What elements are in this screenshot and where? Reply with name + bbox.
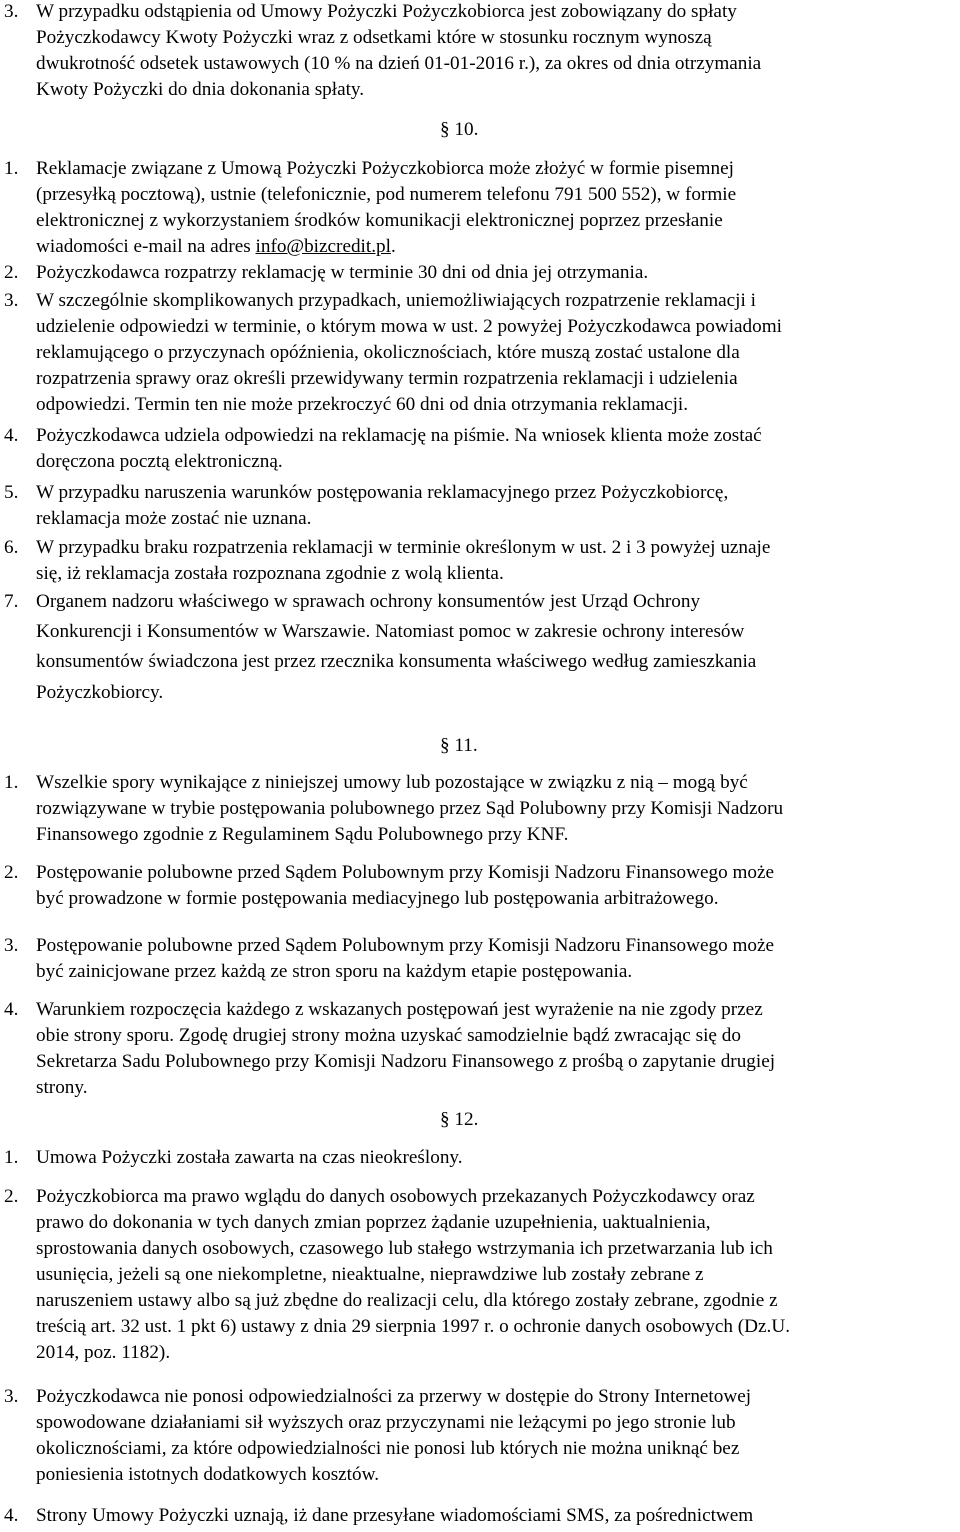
text-line: Warunkiem rozpoczęcia każdego z wskazanych postępowań jest wyrażenie na nie zgody przez (36, 999, 763, 1020)
text-line: odpowiedzi. Termin ten nie może przekroczyć 60 dni od dnia otrzymania reklamacji. (36, 394, 689, 415)
text-line: reklamacja może zostać nie uznana. (36, 508, 312, 529)
item-number: 1. (4, 772, 19, 793)
text-line: Pożyczkodawca nie ponosi odpowiedzialności za przerwy w dostępie do Strony Internetowej (36, 1386, 752, 1407)
text-line: Pożyczkodawcy Kwoty Pożyczki wraz z odsetkami które w stosunku rocznym wynoszą (36, 27, 712, 48)
text-line: Postępowanie polubowne przed Sądem Polubownym przy Komisji Nadzoru Finansowego może (36, 935, 775, 956)
text-line: się, iż reklamacja została rozpoznana zgodnie z wolą klienta. (36, 563, 504, 584)
text-line: (przesyłką pocztową), ustnie (telefonicznie, pod numerem telefonu 791 500 552), w formie (36, 184, 737, 205)
item-number: 2. (4, 862, 19, 883)
text-line: okolicznościami, za które odpowiedzialności nie ponosi lub których nie można uniknąć bez (36, 1438, 740, 1459)
item-number: 4. (4, 425, 19, 446)
text-line: Postępowanie polubowne przed Sądem Polubownym przy Komisji Nadzoru Finansowego może (36, 862, 775, 883)
text-line: Wszelkie spory wynikające z niniejszej umowy lub pozostające w związku z nią – mogą być (36, 772, 748, 793)
text-line: Umowa Pożyczki została zawarta na czas nieokreślony. (36, 1147, 463, 1168)
text-line: W szczególnie skomplikowanych przypadkach, uniemożliwiających rozpatrzenie reklamacji i (36, 290, 756, 311)
item-number: 7. (4, 591, 19, 612)
item-number: 5. (4, 482, 19, 503)
text-line (36, 235, 396, 258)
item-number: 2. (4, 262, 19, 283)
text-line: konsumentów świadczona jest przez rzecznika konsumenta właściwego według zamieszkania (36, 651, 757, 672)
text-line: prawo do dokonania w tych danych zmian poprzez żądanie uzupełnienia, uaktualnienia, (36, 1212, 711, 1233)
text-line: reklamującego o przyczynach opóźnienia, okolicznościach, które muszą zostać ustalone dla (36, 342, 740, 363)
text-line: doręczona pocztą elektroniczną. (36, 451, 283, 472)
text-line: być prowadzone w formie postępowania mediacyjnego lub postępowania arbitrażowego. (36, 888, 719, 909)
text-line: W przypadku naruszenia warunków postępowania reklamacyjnego przez Pożyczkobiorcę, (36, 482, 729, 503)
item-number: 2. (4, 1186, 19, 1207)
item-number: 4. (4, 1505, 19, 1526)
text-line: Kwoty Pożyczki do dnia dokonania spłaty. (36, 79, 365, 100)
section-heading-10: § 10. (440, 119, 479, 140)
text-line-prefix: wiadomości e-mail na adres (36, 236, 256, 257)
text-line: sprostowania danych osobowych, czasowego lub stałego wstrzymania ich przetwarzania lub ich (36, 1238, 773, 1259)
text-line: obie strony sporu. Zgodę drugiej strony można uzyskać samodzielnie bądź zwracając się do (36, 1025, 741, 1046)
text-line: być zainicjowane przez każdą ze stron sporu na każdym etapie postępowania. (36, 961, 633, 982)
section-heading-11: § 11. (440, 735, 478, 756)
item-number: 3. (4, 935, 19, 956)
text-line: treścią art. 32 ust. 1 pkt 6) ustawy z dnia 29 sierpnia 1997 r. o ochronie danych osobowych (Dz.U. (36, 1316, 790, 1337)
item-number: 4. (4, 999, 19, 1020)
item-number: 3. (4, 1386, 19, 1407)
text-line: Strony Umowy Pożyczki uznają, iż dane przesyłane wiadomościami SMS, za pośrednictwem (36, 1505, 754, 1526)
text-line: Pożyczkodawca rozpatrzy reklamację w terminie 30 dni od dnia jej otrzymania. (36, 262, 649, 283)
text-line: W przypadku odstąpienia od Umowy Pożyczki Pożyczkobiorca jest zobowiązany do spłaty (36, 1, 737, 22)
item-number: 3. (4, 290, 19, 311)
text-line: Finansowego zgodnie z Regulaminem Sądu Polubownego przy KNF. (36, 824, 569, 845)
text-line: rozpatrzenia sprawy oraz określi przewidywany termin rozpatrzenia reklamacji i udzielenia (36, 368, 738, 389)
item-number: 3. (4, 1, 19, 22)
text-line: elektronicznej z wykorzystaniem środków komunikacji elektronicznej poprzez przesłanie (36, 210, 723, 231)
email-link[interactable]: info@bizcredit.pl (255, 236, 391, 257)
text-line: udzielenie odpowiedzi w terminie, o którym mowa w ust. 2 powyżej Pożyczkodawca powiadomi (36, 316, 782, 337)
text-line: spowodowane działaniami sił wyższych oraz przyczynami nie leżącymi po jego stronie lub (36, 1412, 736, 1433)
text-line: Organem nadzoru właściwego w sprawach ochrony konsumentów jest Urząd Ochrony (36, 591, 701, 612)
text-line: Konkurencji i Konsumentów w Warszawie. Natomiast pomoc w zakresie ochrony interesów (36, 621, 745, 642)
text-line: Pożyczkobiorca ma prawo wglądu do danych osobowych przekazanych Pożyczkodawcy oraz (36, 1186, 755, 1207)
text-line: rozwiązywane w trybie postępowania polubownego przez Sąd Polubowny przy Komisji Nadzoru (36, 798, 784, 819)
text-line: dwukrotność odsetek ustawowych (10 % na dzień 01-01-2016 r.), za okres od dnia otrzymania (36, 53, 762, 74)
text-line: W przypadku braku rozpatrzenia reklamacji w terminie określonym w ust. 2 i 3 powyżej uznaje (36, 537, 771, 558)
item-number: 6. (4, 537, 19, 558)
text-line: Sekretarza Sadu Polubownego przy Komisji Nadzoru Finansowego z prośbą o zapytanie drugiej (36, 1051, 776, 1072)
text-line: Pożyczkodawca udziela odpowiedzi na reklamację na piśmie. Na wniosek klienta może zostać (36, 425, 762, 446)
text-line: naruszeniem ustawy albo są już zbędne do realizacji celu, dla którego zostały zebrane, zgodnie z (36, 1290, 778, 1311)
text-line: 2014, poz. 1182). (36, 1342, 171, 1363)
text-line: strony. (36, 1077, 88, 1098)
text-line: usunięcia, jeżeli są one niekompletne, nieaktualne, nieprawdziwe lub zostały zebrane z (36, 1264, 704, 1285)
text-line: poniesienia istotnych dodatkowych kosztów. (36, 1464, 380, 1485)
section-heading-12: § 12. (440, 1109, 479, 1130)
text-line: Reklamacje związane z Umową Pożyczki Pożyczkobiorca może złożyć w formie pisemnej (36, 158, 734, 179)
text-line: Pożyczkobiorcy. (36, 682, 164, 703)
item-number: 1. (4, 1147, 19, 1168)
item-number: 1. (4, 158, 19, 179)
text-line-suffix: . (390, 236, 396, 257)
